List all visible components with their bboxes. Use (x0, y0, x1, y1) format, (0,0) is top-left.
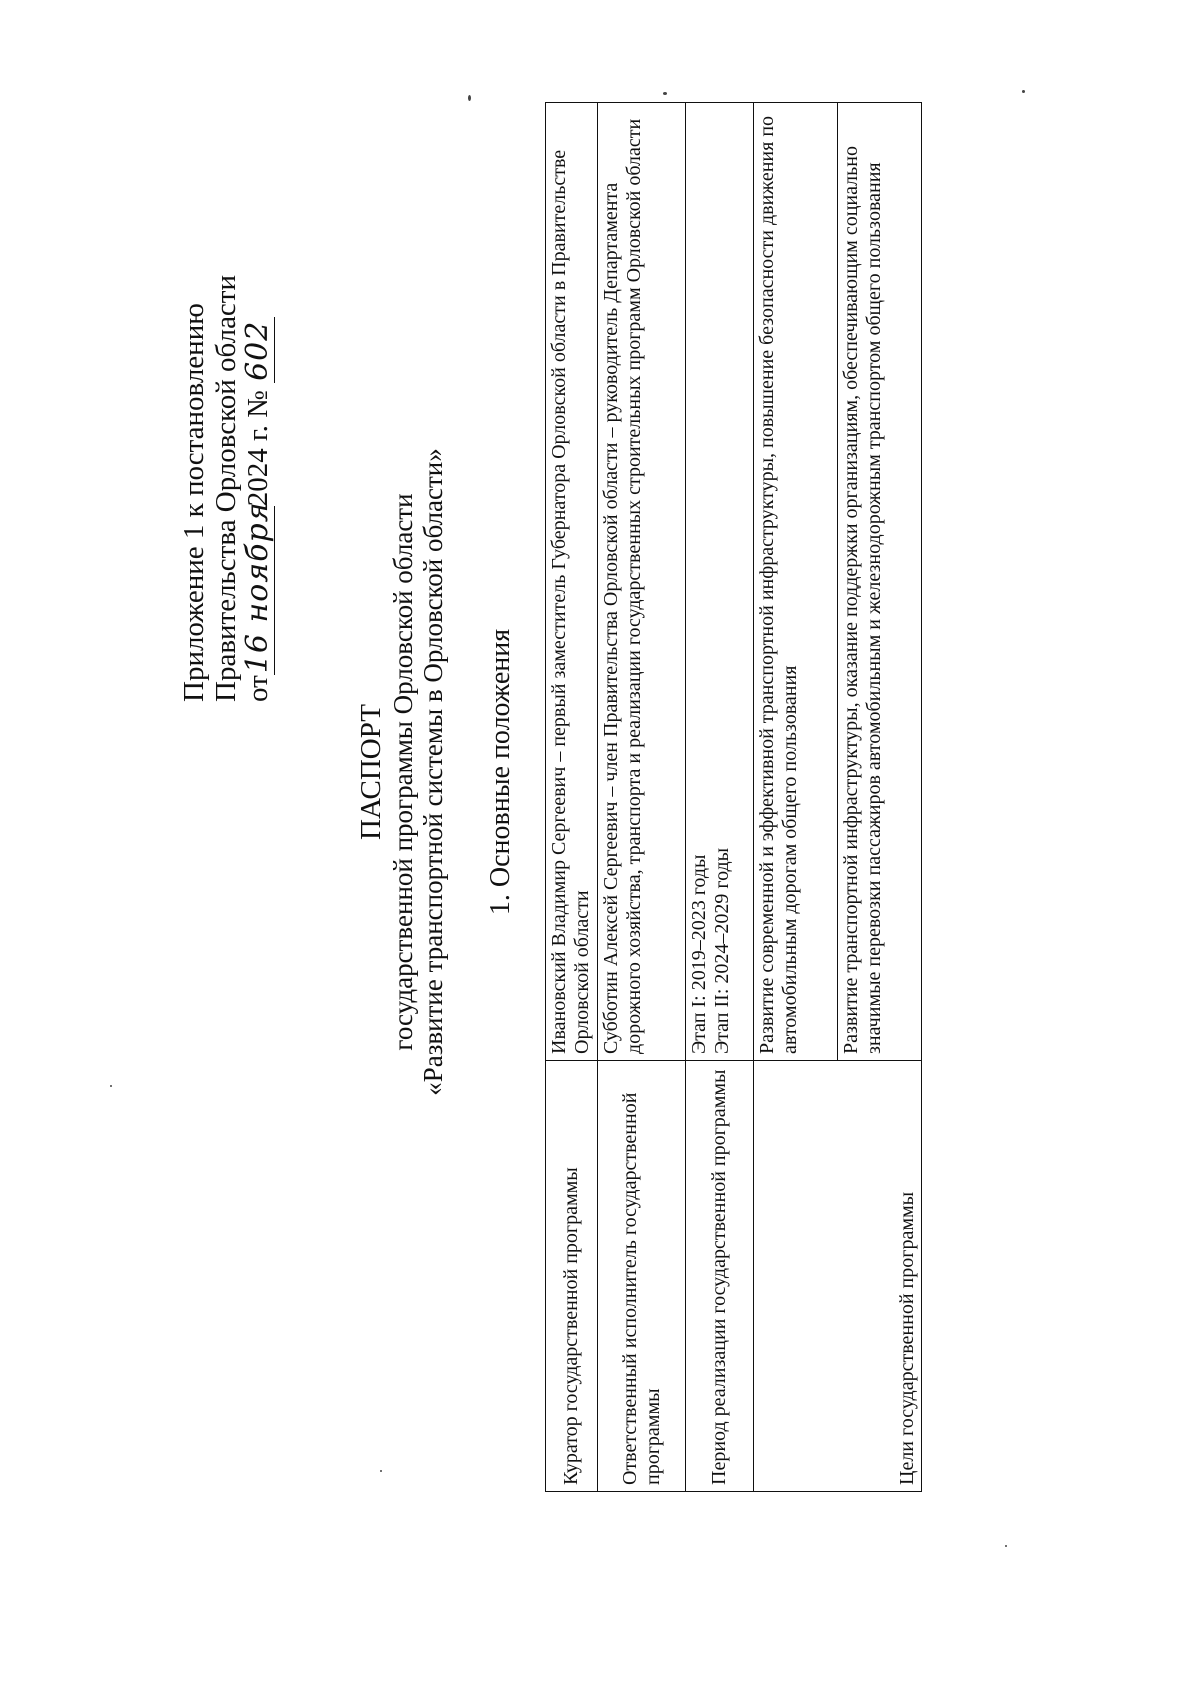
title-line-3: «Развитие транспортной системы в Орловской области» (418, 448, 448, 1096)
scan-speck (380, 1470, 382, 1472)
table-row (598, 103, 686, 1492)
section-title: 1. Основные положения (485, 628, 516, 916)
label-cell: Куратор государственной программы (546, 1061, 598, 1492)
value-cell (754, 103, 838, 1061)
appendix-prefix: от (242, 675, 274, 702)
value-text: Этап II: 2024–2029 годы (711, 847, 733, 1054)
scan-speck (468, 95, 471, 101)
value-text: Развитие современной и эффективной транспортной инфраструктуры, повышение безопасности движения по автомобильным дорогам общего пользования (756, 115, 801, 1054)
table-row (546, 103, 598, 1492)
value-text: Субботин Алексей Сергеевич – член Правительства Орловской области – руководитель Департамента дорожного хозяйства, транспорта и реализации государственных строительных программ Орловской области (600, 118, 645, 1054)
title-heading: ПАСПОРТ (355, 704, 387, 840)
table-row (686, 103, 754, 1492)
handwritten-date: 16 ноября (240, 501, 275, 674)
value-text: Развитие транспортной инфраструктуры, оказание поддержки организациям, обеспечивающим социально значимые перевозки пассажиров автомобильным и железнодорожным транспортом общего пользования (840, 146, 885, 1054)
document-title (356, 402, 448, 1142)
value-cell (546, 103, 598, 1061)
scan-speck (1022, 90, 1025, 93)
handwritten-number: 602 (242, 317, 275, 383)
value-cell (838, 103, 922, 1061)
appendix-block (178, 142, 275, 702)
passport-table (545, 102, 922, 1492)
label-cell: Ответственный исполнитель государственной программы (598, 1061, 686, 1492)
table-row (754, 103, 838, 1492)
appendix-line-3 (242, 142, 275, 702)
title-line-2: государственной программы Орловской области (388, 493, 418, 1051)
scan-speck (110, 1085, 112, 1087)
value-text: Ивановский Владимир Сергеевич – первый заместитель Губернатора Орловской области в Правительстве Орловской области (548, 149, 593, 1054)
value-cell (598, 103, 686, 1061)
label-cell: Цели государственной программы (754, 1061, 922, 1492)
appendix-line-1: Приложение 1 к постановлению (178, 303, 210, 702)
appendix-year-text: 2024 г. № (242, 390, 274, 507)
value-cell (686, 103, 754, 1061)
scan-speck (1005, 1545, 1007, 1547)
appendix-line-2: Правительства Орловской области (210, 275, 242, 702)
value-text: Этап I: 2019–2023 годы (688, 854, 710, 1054)
label-cell: Период реализации государственной программы (686, 1061, 754, 1492)
scan-speck (663, 92, 667, 95)
